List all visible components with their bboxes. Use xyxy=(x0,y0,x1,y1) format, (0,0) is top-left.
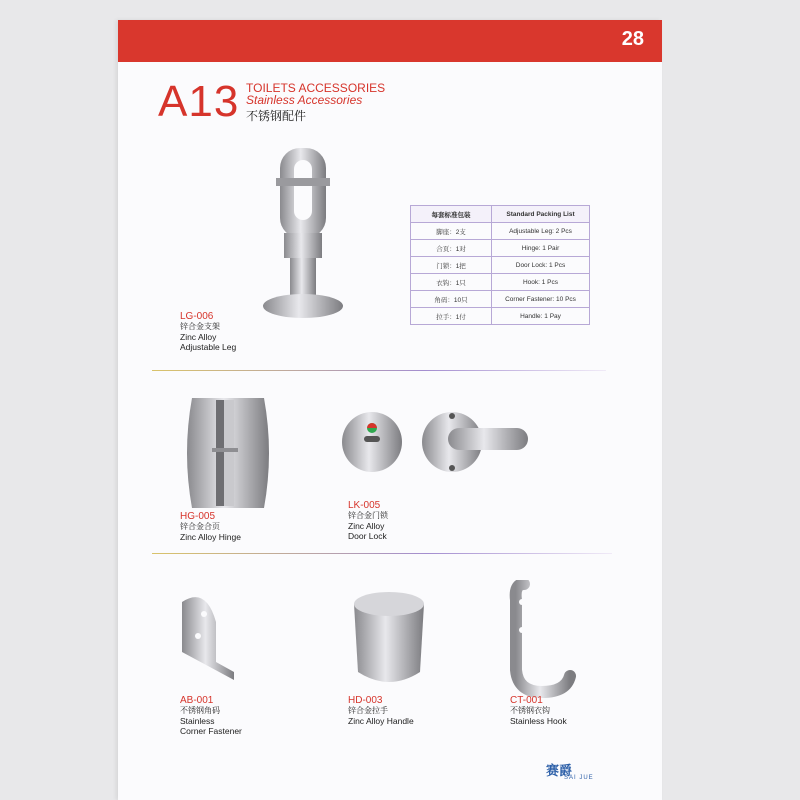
hook-image xyxy=(506,580,578,700)
table-cell-cn: 衣钩：1只 xyxy=(411,274,492,291)
product-code: LG-006 xyxy=(180,311,214,322)
section-divider xyxy=(152,370,606,371)
product-name-cn: 锌合金支架 xyxy=(180,322,220,331)
table-row xyxy=(411,223,590,240)
adjustable-leg-image xyxy=(258,138,348,328)
table-cell-en: Handle: 1 Pay xyxy=(492,308,590,325)
caption-ab001 xyxy=(180,696,242,736)
product-code: CT-001 xyxy=(510,695,543,706)
product-name-en: Zinc Alloy xyxy=(348,521,385,531)
product-name-cn: 锌合金合页 xyxy=(180,522,220,531)
brand-logo-text: SAI JUE xyxy=(564,775,594,781)
caption-hg005 xyxy=(180,512,241,542)
product-code: AB-001 xyxy=(180,695,214,706)
product-name-en-2: Door Lock xyxy=(348,531,387,541)
caption-ct001 xyxy=(510,696,567,726)
door-lock-image xyxy=(342,402,532,502)
table-cell-en: Door Lock: 1 Pcs xyxy=(492,257,590,274)
table-header-en: Standard Packing List xyxy=(492,206,590,223)
table-cell-en: Hook: 1 Pcs xyxy=(492,274,590,291)
product-name-cn: 锌合金门锁 xyxy=(348,511,388,520)
table-header-cn: 每套标准包装 xyxy=(411,206,492,223)
product-name-en: Zinc Alloy Handle xyxy=(348,716,414,726)
product-name-en-2: Corner Fastener xyxy=(180,726,242,736)
table-row xyxy=(411,308,590,325)
product-code: LK-005 xyxy=(348,500,381,511)
handle-image xyxy=(346,590,432,690)
table-cell-cn: 门锁：1把 xyxy=(411,257,492,274)
hinge-image xyxy=(182,398,274,508)
product-name-en: Zinc Alloy xyxy=(180,332,217,342)
product-name-cn: 不锈钢衣钩 xyxy=(510,706,550,715)
section-title: TOILETS ACCESSORIES xyxy=(246,81,386,95)
product-name-en: Stainless xyxy=(180,716,215,726)
page-number: 28 xyxy=(621,28,644,50)
table-header-row xyxy=(411,206,590,223)
section-divider xyxy=(152,553,612,554)
table-cell-cn: 角码：10只 xyxy=(411,291,492,308)
table-cell-cn: 拉手：1付 xyxy=(411,308,492,325)
product-name-en: Stainless Hook xyxy=(510,716,567,726)
packing-list-table xyxy=(410,205,590,325)
table-row xyxy=(411,274,590,291)
catalog-page xyxy=(118,20,662,800)
table-cell-en: Hinge: 1 Pair xyxy=(492,240,590,257)
section-code: A13 xyxy=(158,77,240,126)
product-name-en: Zinc Alloy Hinge xyxy=(180,532,241,542)
table-row xyxy=(411,291,590,308)
table-cell-cn: 脚座：2支 xyxy=(411,223,492,240)
header-banner xyxy=(118,20,662,62)
section-title-cn: 不锈钢配件 xyxy=(246,109,307,123)
product-name-cn: 锌合金拉手 xyxy=(348,706,388,715)
product-code: HG-005 xyxy=(180,511,216,522)
table-cell-en: Adjustable Leg: 2 Pcs xyxy=(492,223,590,240)
caption-hd003 xyxy=(348,696,414,726)
table-cell-cn: 合页：1对 xyxy=(411,240,492,257)
product-name-en-2: Adjustable Leg xyxy=(180,342,237,352)
caption-lk005 xyxy=(348,501,388,541)
table-row xyxy=(411,257,590,274)
product-code: HD-003 xyxy=(348,695,383,706)
corner-fastener-image xyxy=(176,592,236,684)
section-subtitle: Stainless Accessories xyxy=(246,93,363,107)
table-row xyxy=(411,240,590,257)
product-name-cn: 不锈钢角码 xyxy=(180,706,220,715)
brand-logo: 赛爵 xyxy=(546,764,573,779)
caption-lg006 xyxy=(180,312,236,352)
table-cell-en: Corner Fastener: 10 Pcs xyxy=(492,291,590,308)
